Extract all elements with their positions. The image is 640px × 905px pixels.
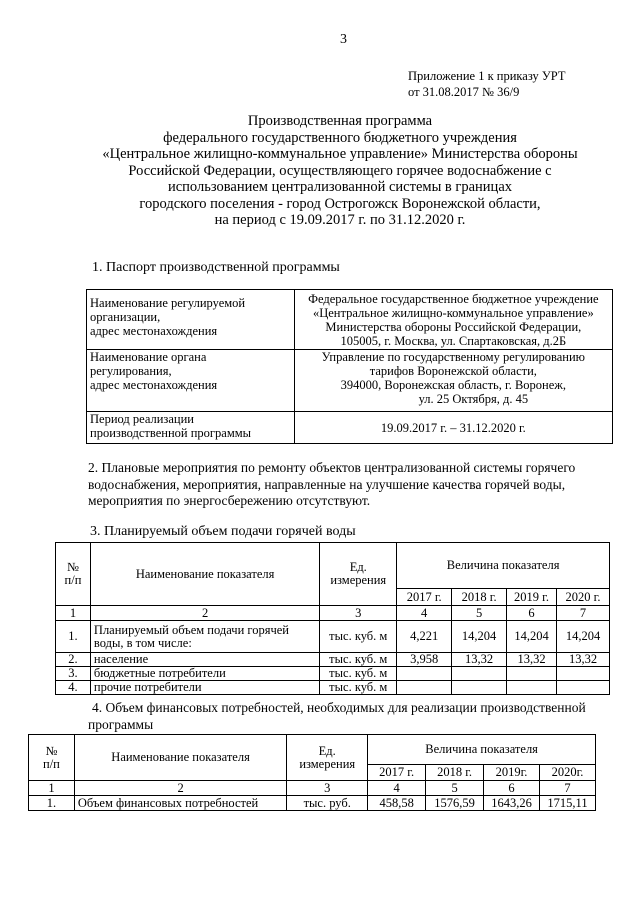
header-year: 2018 г. [426,765,484,781]
row-value [557,667,610,681]
cell-line: адрес местонахождения [90,324,218,338]
row-name: прочие потребители [90,681,319,695]
cell-line: Наименование регулируемой [90,296,246,310]
header-year: 2017 г. [368,765,426,781]
row-value: 14,204 [452,621,507,653]
table-row [56,667,610,681]
row-num: 3. [56,667,91,681]
header-year: 2017 г. [397,589,452,606]
table-row [56,653,610,667]
cell-line: Планируемый объем подачи горячей [93,622,289,637]
cell-line: 394000, Воронежская область, г. Воронеж, [340,378,567,392]
row-value [557,681,610,695]
title-line: федерального государственного бюджетного учреждения [163,129,517,146]
cell-line: измерения [299,756,356,771]
row-unit: тыс. куб. м [320,681,397,695]
row-value [397,681,452,695]
row-value: 13,32 [507,653,557,667]
passport-label [87,412,295,444]
financial-needs-table [28,734,596,811]
table-header-row [29,735,596,765]
column-number-row [29,781,596,796]
cell-line: Управление по государственному регулированию [321,350,586,364]
section3-heading: 3. Планируемый объем подачи горячей воды [90,524,356,539]
cell-line: п/п [43,756,60,771]
cell-line: 19.09.2017 г. – 31.12.2020 г. [380,420,526,435]
paragraph-line: мероприятия по энергосбережению отсутствуют. [88,493,371,508]
cell-line: Федеральное государственное бюджетное учреждение [308,292,599,306]
row-name: бюджетные потребители [90,667,319,681]
header-num [29,735,75,781]
row-num: 1. [56,621,91,653]
header-name: Наименование показателя [74,735,286,781]
header-num [56,543,91,606]
passport-table [86,289,613,444]
col-number: 4 [368,781,426,796]
cell-line: регулирования, [90,364,172,378]
table-header-row [56,543,610,589]
header-year: 2019г. [484,765,540,781]
cell-line: тарифов Воронежской области, [369,364,537,378]
row-unit: тыс. куб. м [320,667,397,681]
row-name: Объем финансовых потребностей [74,796,286,811]
header-year: 2020 г. [557,589,610,606]
row-value [397,667,452,681]
passport-label [87,290,295,350]
col-number: 4 [397,606,452,621]
column-number-row [56,606,610,621]
heading-line: 4. Объем финансовых потребностей, необходимых для реализации производственной [92,700,586,715]
col-number: 1 [29,781,75,796]
section4-heading [88,700,618,733]
section1-heading: 1. Паспорт производственной программы [92,260,340,275]
header-unit [287,735,368,781]
passport-value [294,290,612,350]
col-number: 3 [320,606,397,621]
row-unit: тыс. руб. [287,796,368,811]
col-number: 1 [56,606,91,621]
row-value: 14,204 [507,621,557,653]
row-value: 4,221 [397,621,452,653]
paragraph-line: водоснабжения, мероприятия, направленные на улучшение качества горячей воды, [88,476,566,492]
cell-line: 105005, г. Москва, ул. Спартаковская, д.2Б [340,334,567,348]
header-year: 2020г. [540,765,596,781]
row-value [452,681,507,695]
cell-line: Период реализации [90,412,194,426]
col-number: 7 [557,606,610,621]
section2-paragraph [88,460,618,510]
table-row [87,290,613,350]
cell-line: производственной программы [90,426,252,440]
header-name: Наименование показателя [90,543,319,606]
passport-value [294,412,612,444]
cell-line: измерения [330,573,387,587]
table-row [87,350,613,412]
header-unit [320,543,397,606]
cell-line: адрес местонахождения [90,378,218,392]
passport-value [294,350,612,412]
col-number: 2 [74,781,286,796]
table-row [87,412,613,444]
title-line: на период с 19.09.2017 г. по 31.12.2020 г. [214,212,466,228]
row-num: 1. [29,796,75,811]
heading-line: программы [88,716,154,732]
header-value: Величина показателя [368,735,596,765]
row-value [507,667,557,681]
header-year: 2018 г. [452,589,507,606]
row-name [90,621,319,653]
cell-line: № [66,560,79,574]
header-value: Величина показателя [397,543,610,589]
col-number: 6 [507,606,557,621]
cell-line: Ед. [349,560,367,574]
row-value [452,667,507,681]
header-year: 2019 г. [507,589,557,606]
col-number: 2 [90,606,319,621]
col-number: 6 [484,781,540,796]
row-num: 4. [56,681,91,695]
page-number: 3 [340,32,347,47]
cell-line: № [45,743,58,758]
cell-line: Ед. [318,743,336,758]
cell-line: Наименование органа [90,350,207,364]
passport-label [87,350,295,412]
col-number: 5 [452,606,507,621]
row-value: 13,32 [557,653,610,667]
row-value: 1715,11 [540,796,596,811]
row-value: 1643,26 [484,796,540,811]
hot-water-volume-table [55,542,610,695]
cell-line: п/п [64,573,82,587]
cell-line: «Центральное жилищно-коммунальное управление» [312,306,594,320]
col-number: 7 [540,781,596,796]
row-value [507,681,557,695]
row-value: 13,32 [452,653,507,667]
cell-line: Министерства обороны Российской Федерации, [325,320,582,334]
cell-line: организации, [90,310,161,324]
col-number: 3 [287,781,368,796]
cell-line: воды, в том числе: [93,635,192,650]
row-unit: тыс. куб. м [320,653,397,667]
table-row [56,621,610,653]
table-row [56,681,610,695]
document-title [60,113,620,229]
cell-line: ул. 25 Октября, д. 45 [418,392,529,406]
appendix-line: Приложение 1 к приказу УРТ [408,69,566,83]
col-number: 5 [426,781,484,796]
row-value: 458,58 [368,796,426,811]
row-value: 1576,59 [426,796,484,811]
title-line: городского поселения - город Острогожск Воронежской области, [139,195,541,212]
appendix-note [408,68,566,100]
title-line: Российской Федерации, осуществляющего горячее водоснабжение с [128,162,552,179]
title-line: «Центральное жилищно-коммунальное управление» Министерства обороны [102,146,578,162]
row-num: 2. [56,653,91,667]
row-unit: тыс. куб. м [320,621,397,653]
row-name: население [90,653,319,667]
table-row [29,796,596,811]
paragraph-line: 2. Плановые мероприятия по ремонту объектов централизованной системы горячего [88,460,576,475]
row-value: 14,204 [557,621,610,653]
title-line: Производственная программа [247,113,433,129]
title-line: использованием централизованной системы в границах [167,179,513,195]
appendix-line: от 31.08.2017 № 36/9 [408,85,520,99]
row-value: 3,958 [397,653,452,667]
